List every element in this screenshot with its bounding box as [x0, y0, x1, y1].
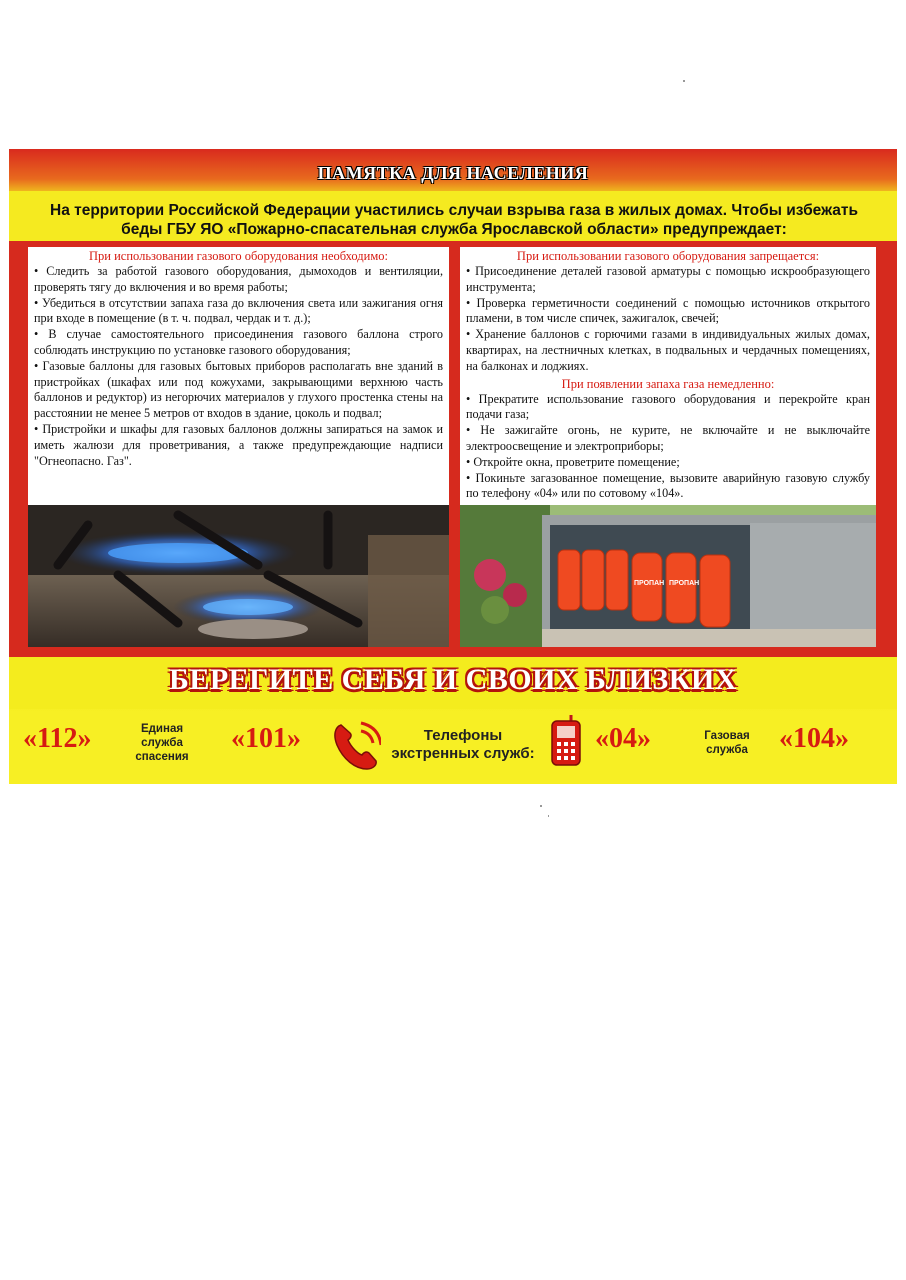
cylinder-label: ПРОПАН: [634, 580, 665, 587]
telephone-icon: [331, 717, 381, 773]
gas-service-label: [697, 729, 757, 757]
scan-speck: [540, 805, 542, 807]
label-line: служба: [706, 744, 748, 756]
slogan: БЕРЕГИТЕ СЕБЯ И СВОИХ БЛИЗКИХ: [168, 663, 737, 696]
scan-speck: [683, 80, 685, 82]
phone-number-04: «04»: [595, 723, 651, 754]
phone-number-104: «104»: [779, 723, 849, 754]
label-line: служба: [141, 737, 183, 749]
gas-stove-photo: [28, 505, 449, 647]
emergency-phones-label: [387, 727, 539, 763]
list-item: • Присоединение деталей газовой арматуры с помощью искрообразующего инструмента;: [466, 264, 870, 296]
rescue-service-label: [127, 722, 197, 764]
mobile-phone-icon: [549, 715, 583, 767]
intro-text: На территории Российской Федерации участились случаи взрыва газа в жилых домах. Чтобы избежать беды ГБУ ЯО «Пожарно-спасательная служба Ярославской области» предупреждает:: [50, 202, 858, 238]
required-list: [28, 264, 449, 469]
label-line: экстренных служб:: [391, 745, 535, 762]
propane-cylinders-photo: [460, 505, 876, 647]
scan-speck: [548, 815, 549, 817]
gas-smell-heading: При появлении запаха газа немедленно:: [561, 376, 775, 391]
phone-number-101: «101»: [231, 723, 301, 754]
label-line: спасения: [135, 751, 189, 763]
poster-title: ПАМЯТКА ДЛЯ НАСЕЛЕНИЯ: [317, 163, 589, 183]
list-item: • Покиньте загазованное помещение, вызовите аварийную газовую службу по телефону «04» или по сотовому «104».: [466, 471, 870, 503]
list-item: • Газовые баллоны для газовых бытовых приборов располагать вне зданий в пристройках (шкафах или под кожухами, закрывающими верхнюю часть баллонов и редуктор) из негорючих материалов у глухого простенка стены на расстоянии не менее 5 метров от входов в здание, цоколь и подвал;: [34, 359, 443, 422]
gas-smell-list: [460, 392, 876, 503]
list-item: • Не зажигайте огонь, не курите, не включайте и не выключайте электроосвещение и электроприборы;: [466, 423, 870, 455]
list-item: • Пристройки и шкафы для газовых баллонов должны запираться на замок и иметь жалюзи для проветривания, а также предупреждающие надписи "Огнеопасно. Газ".: [34, 422, 443, 469]
prohibited-list: [460, 264, 876, 375]
phone-number-112: «112»: [23, 723, 92, 754]
list-item: • В случае самостоятельного присоединения газового баллона строго соблюдать инструкцию по установке газового оборудования;: [34, 327, 443, 359]
label-line: Телефоны: [423, 727, 503, 744]
safety-poster: [9, 149, 897, 784]
required-heading: При использовании газового оборудования необходимо:: [89, 249, 388, 263]
prohibited-actions-box: [460, 247, 876, 505]
cylinder-label: ПРОПАН: [669, 580, 700, 587]
list-item: • Следить за работой газового оборудования, дымоходов и вентиляции, проверять тягу до включения и во время работы;: [34, 264, 443, 296]
label-line: Единая: [140, 723, 184, 735]
list-item: • Убедиться в отсутствии запаха газа до включения света или зажигания огня при входе в помещение (в т. ч. подвал, чердак и т. д.);: [34, 296, 443, 328]
list-item: • Откройте окна, проветрите помещение;: [466, 455, 870, 471]
list-item: • Прекратите использование газового оборудования и перекройте кран подачи газа;: [466, 392, 870, 424]
required-actions-box: [28, 247, 449, 505]
label-line: Газовая: [704, 730, 750, 742]
list-item: • Хранение баллонов с горючими газами в индивидуальных жилых домах, квартирах, на лестничных клетках, в подвальных и чердачных помещениях, на балконах и лоджиях.: [466, 327, 870, 374]
list-item: • Проверка герметичности соединений с помощью источников открытого пламени, в том числе спичек, зажигалок, свечей;: [466, 296, 870, 328]
prohibited-heading: При использовании газового оборудования запрещается:: [516, 249, 820, 263]
